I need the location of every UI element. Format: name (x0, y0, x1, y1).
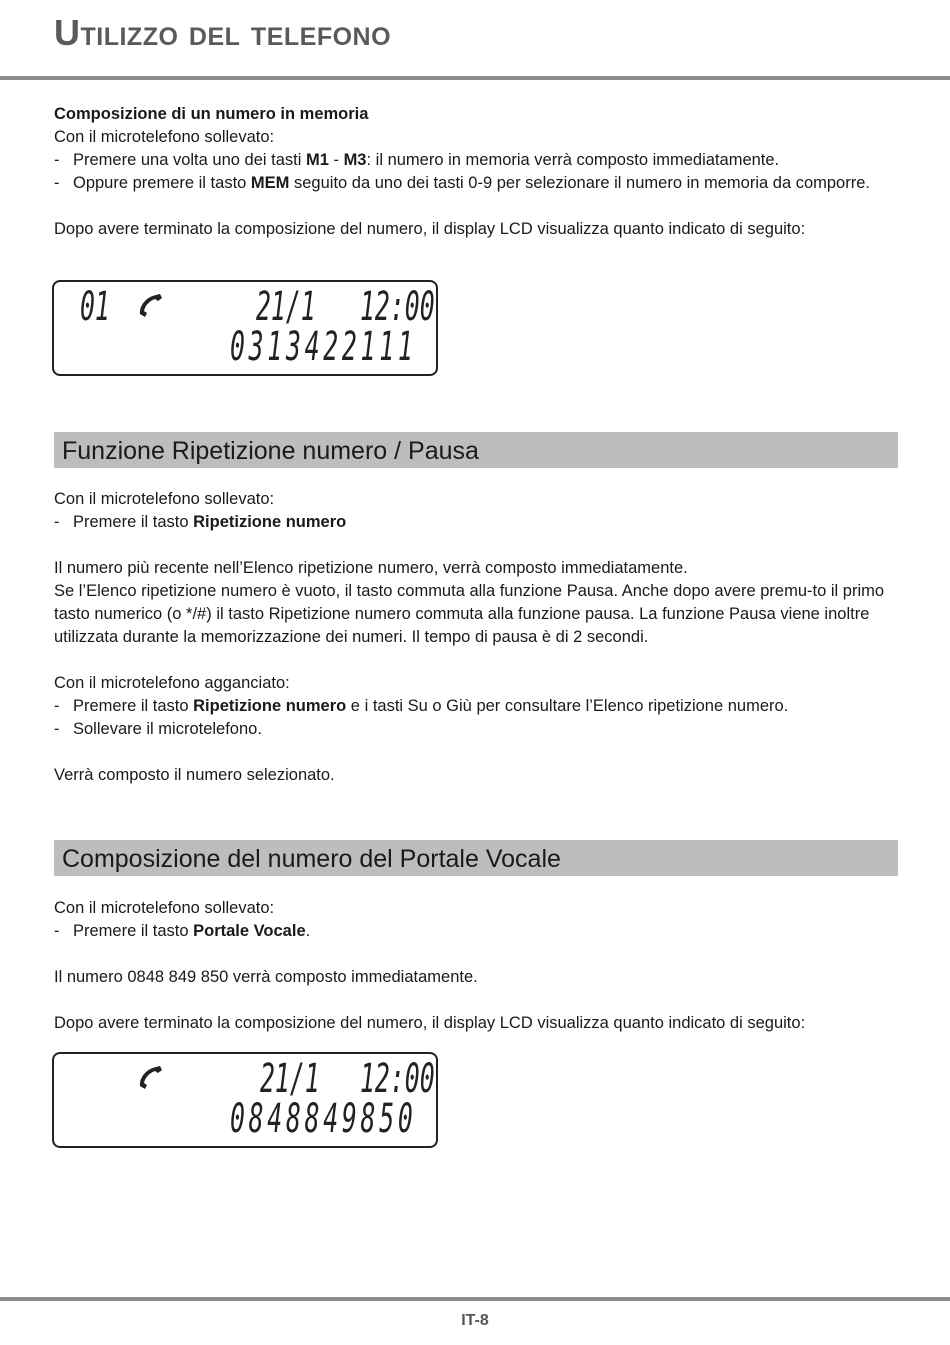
list-item: - Premere il tasto Ripetizione numero e i tasti Su o Giù per consultare l’Elenco ripetizione numero. (54, 697, 789, 715)
page-number: IT-8 (461, 1312, 489, 1329)
lcd-time: 12:00 (360, 1056, 435, 1102)
memory-dial-heading: Composizione di un numero in memoria (54, 105, 369, 123)
redial-intro: Con il microtelefono sollevato: (54, 490, 275, 508)
page-title: Utilizzo del telefono (54, 12, 392, 53)
list-item: - Premere una volta uno dei tasti M1 - M3: il numero in memoria verrà composto immediatamente. (54, 151, 780, 169)
lcd-display-portal (52, 1052, 438, 1148)
lcd-number: 0848849850 (230, 1096, 417, 1142)
lcd-date: 21/1 (260, 1056, 320, 1102)
lcd-number: 0313422111 (230, 324, 417, 370)
redial-end: Verrà composto il numero selezionato. (54, 766, 335, 784)
lcd-display-memory (52, 280, 438, 376)
list-item: - Premere il tasto Portale Vocale. (54, 922, 311, 940)
phone-handset-icon (136, 292, 166, 318)
lcd-index: 01 (80, 284, 110, 330)
section-heading-voice-portal: Composizione del numero del Portale Vocale (54, 840, 898, 876)
list-item: - Oppure premere il tasto MEM seguito da uno dei tasti 0-9 per selezionare il numero in memoria da comporre. (54, 174, 870, 192)
lcd-time: 12:00 (360, 284, 435, 330)
memory-dial-section (54, 103, 904, 241)
phone-handset-icon (136, 1064, 166, 1090)
portal-paragraph-1: Il numero 0848 849 850 verrà composto immediatamente. (54, 968, 478, 986)
list-item: - Sollevare il microtelefono. (54, 720, 262, 738)
redial-paragraph-2: Se l’Elenco ripetizione numero è vuoto, il tasto commuta alla funzione Pausa. Anche dopo avere premu-to il primo tasto numerico (o */#) il tasto Ripetizione numero commuta alla funzione pausa. La funzione Pausa viene inoltre utilizzata durante la memorizzazione dei numeri. Il tempo di pausa è di 2 secondi. (54, 582, 885, 646)
redial-section (54, 488, 904, 787)
section-heading-redial: Funzione Ripetizione numero / Pausa (54, 432, 898, 468)
voice-portal-section (54, 897, 904, 1035)
portal-after: Dopo avere terminato la composizione del numero, il display LCD visualizza quanto indicato di seguito: (54, 1014, 806, 1032)
redial-paragraph-1: Il numero più recente nell’Elenco ripetizione numero, verrà composto immediatamente. (54, 559, 688, 577)
header-rule (0, 76, 950, 80)
list-item: - Premere il tasto Ripetizione numero (54, 513, 347, 531)
lcd-date: 21/1 (256, 284, 316, 330)
memory-dial-intro: Con il microtelefono sollevato: (54, 128, 275, 146)
portal-intro: Con il microtelefono sollevato: (54, 899, 275, 917)
redial-intro-2: Con il microtelefono agganciato: (54, 674, 290, 692)
footer-rule (0, 1297, 950, 1301)
memory-dial-after: Dopo avere terminato la composizione del numero, il display LCD visualizza quanto indicato di seguito: (54, 220, 806, 238)
